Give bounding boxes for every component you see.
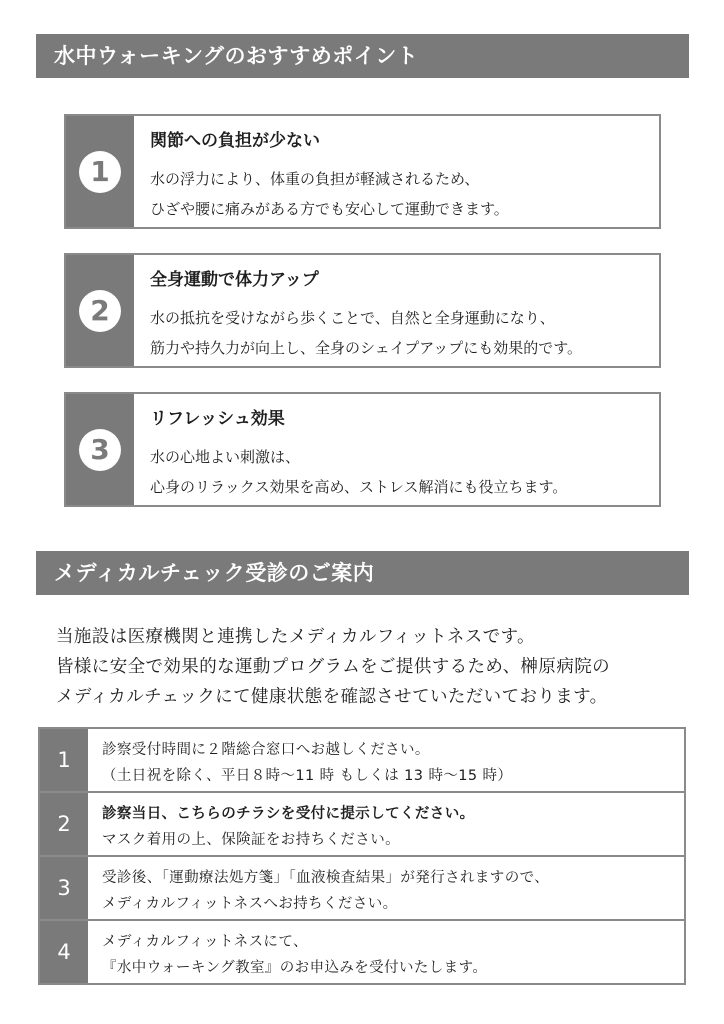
step-number: 2 [40, 793, 88, 855]
step-number: 4 [40, 921, 88, 983]
point-title: 関節への負担が少ない [150, 131, 320, 151]
section-title: 水中ウォーキングのおすすめポイント [54, 44, 419, 68]
point-number-badge: 1 [79, 151, 121, 193]
point-description-line: 筋力や持久力が向上し、全身のシェイプアップにも効果的です。 [150, 339, 583, 357]
step-line: メディカルフィットネスへお持ちください。 [102, 896, 398, 912]
step-line: 診察受付時間に２階総合窓口へお越しください。 [102, 742, 430, 758]
section-header-medical-check [36, 551, 689, 595]
point-number-badge: 2 [79, 290, 121, 332]
point-card-1 [64, 114, 661, 229]
step-line-emphasis: 診察当日、こちらのチラシを受付に提示してください。 [102, 806, 475, 822]
step-row-4 [40, 921, 684, 983]
step-number: 3 [40, 857, 88, 919]
step-line: （土日祝を除く、平日８時～11 時 もしくは 13 時～15 時） [102, 768, 513, 784]
step-number: 1 [40, 729, 88, 791]
point-card-2 [64, 253, 661, 368]
step-line: メディカルフィットネスにて、 [102, 934, 308, 950]
point-description-line: ひざや腰に痛みがある方でも安心して運動できます。 [150, 200, 509, 218]
step-row-1 [40, 729, 684, 793]
section-title: メディカルチェック受診のご案内 [54, 561, 375, 585]
point-number-column [66, 116, 134, 227]
step-row-2 [40, 793, 684, 857]
step-row-3 [40, 857, 684, 921]
point-description-line: 水の抵抗を受けながら歩くことで、自然と全身運動になり、 [150, 309, 555, 327]
point-card-3 [64, 392, 661, 507]
intro-line: 当施設は医療機関と連携したメディカルフィットネスです。 [56, 627, 535, 647]
point-title: リフレッシュ効果 [150, 409, 285, 429]
intro-line: メディカルチェックにて健康状態を確認させていただいております。 [56, 687, 608, 707]
point-number-badge: 3 [79, 429, 121, 471]
point-description-line: 心身のリラックス効果を高め、ストレス解消にも役立ちます。 [150, 478, 568, 496]
step-line: 受診後、「運動療法処方箋」「血液検査結果」が発行されますので、 [102, 870, 550, 886]
section-header-walking-points [36, 34, 689, 78]
point-number-column [66, 394, 134, 505]
step-line: マスク着用の上、保険証をお持ちください。 [102, 832, 400, 848]
intro-line: 皆様に安全で効果的な運動プログラムをご提供するため、榊原病院の [56, 657, 611, 677]
point-description-line: 水の浮力により、体重の負担が軽減されるため、 [150, 170, 480, 188]
steps-table [38, 727, 686, 985]
point-title: 全身運動で体力アップ [150, 270, 319, 290]
point-number-column [66, 255, 134, 366]
step-line: 『水中ウォーキング教室』のお申込みを受付いたします。 [102, 960, 488, 976]
point-description-line: 水の心地よい刺激は、 [150, 448, 301, 466]
